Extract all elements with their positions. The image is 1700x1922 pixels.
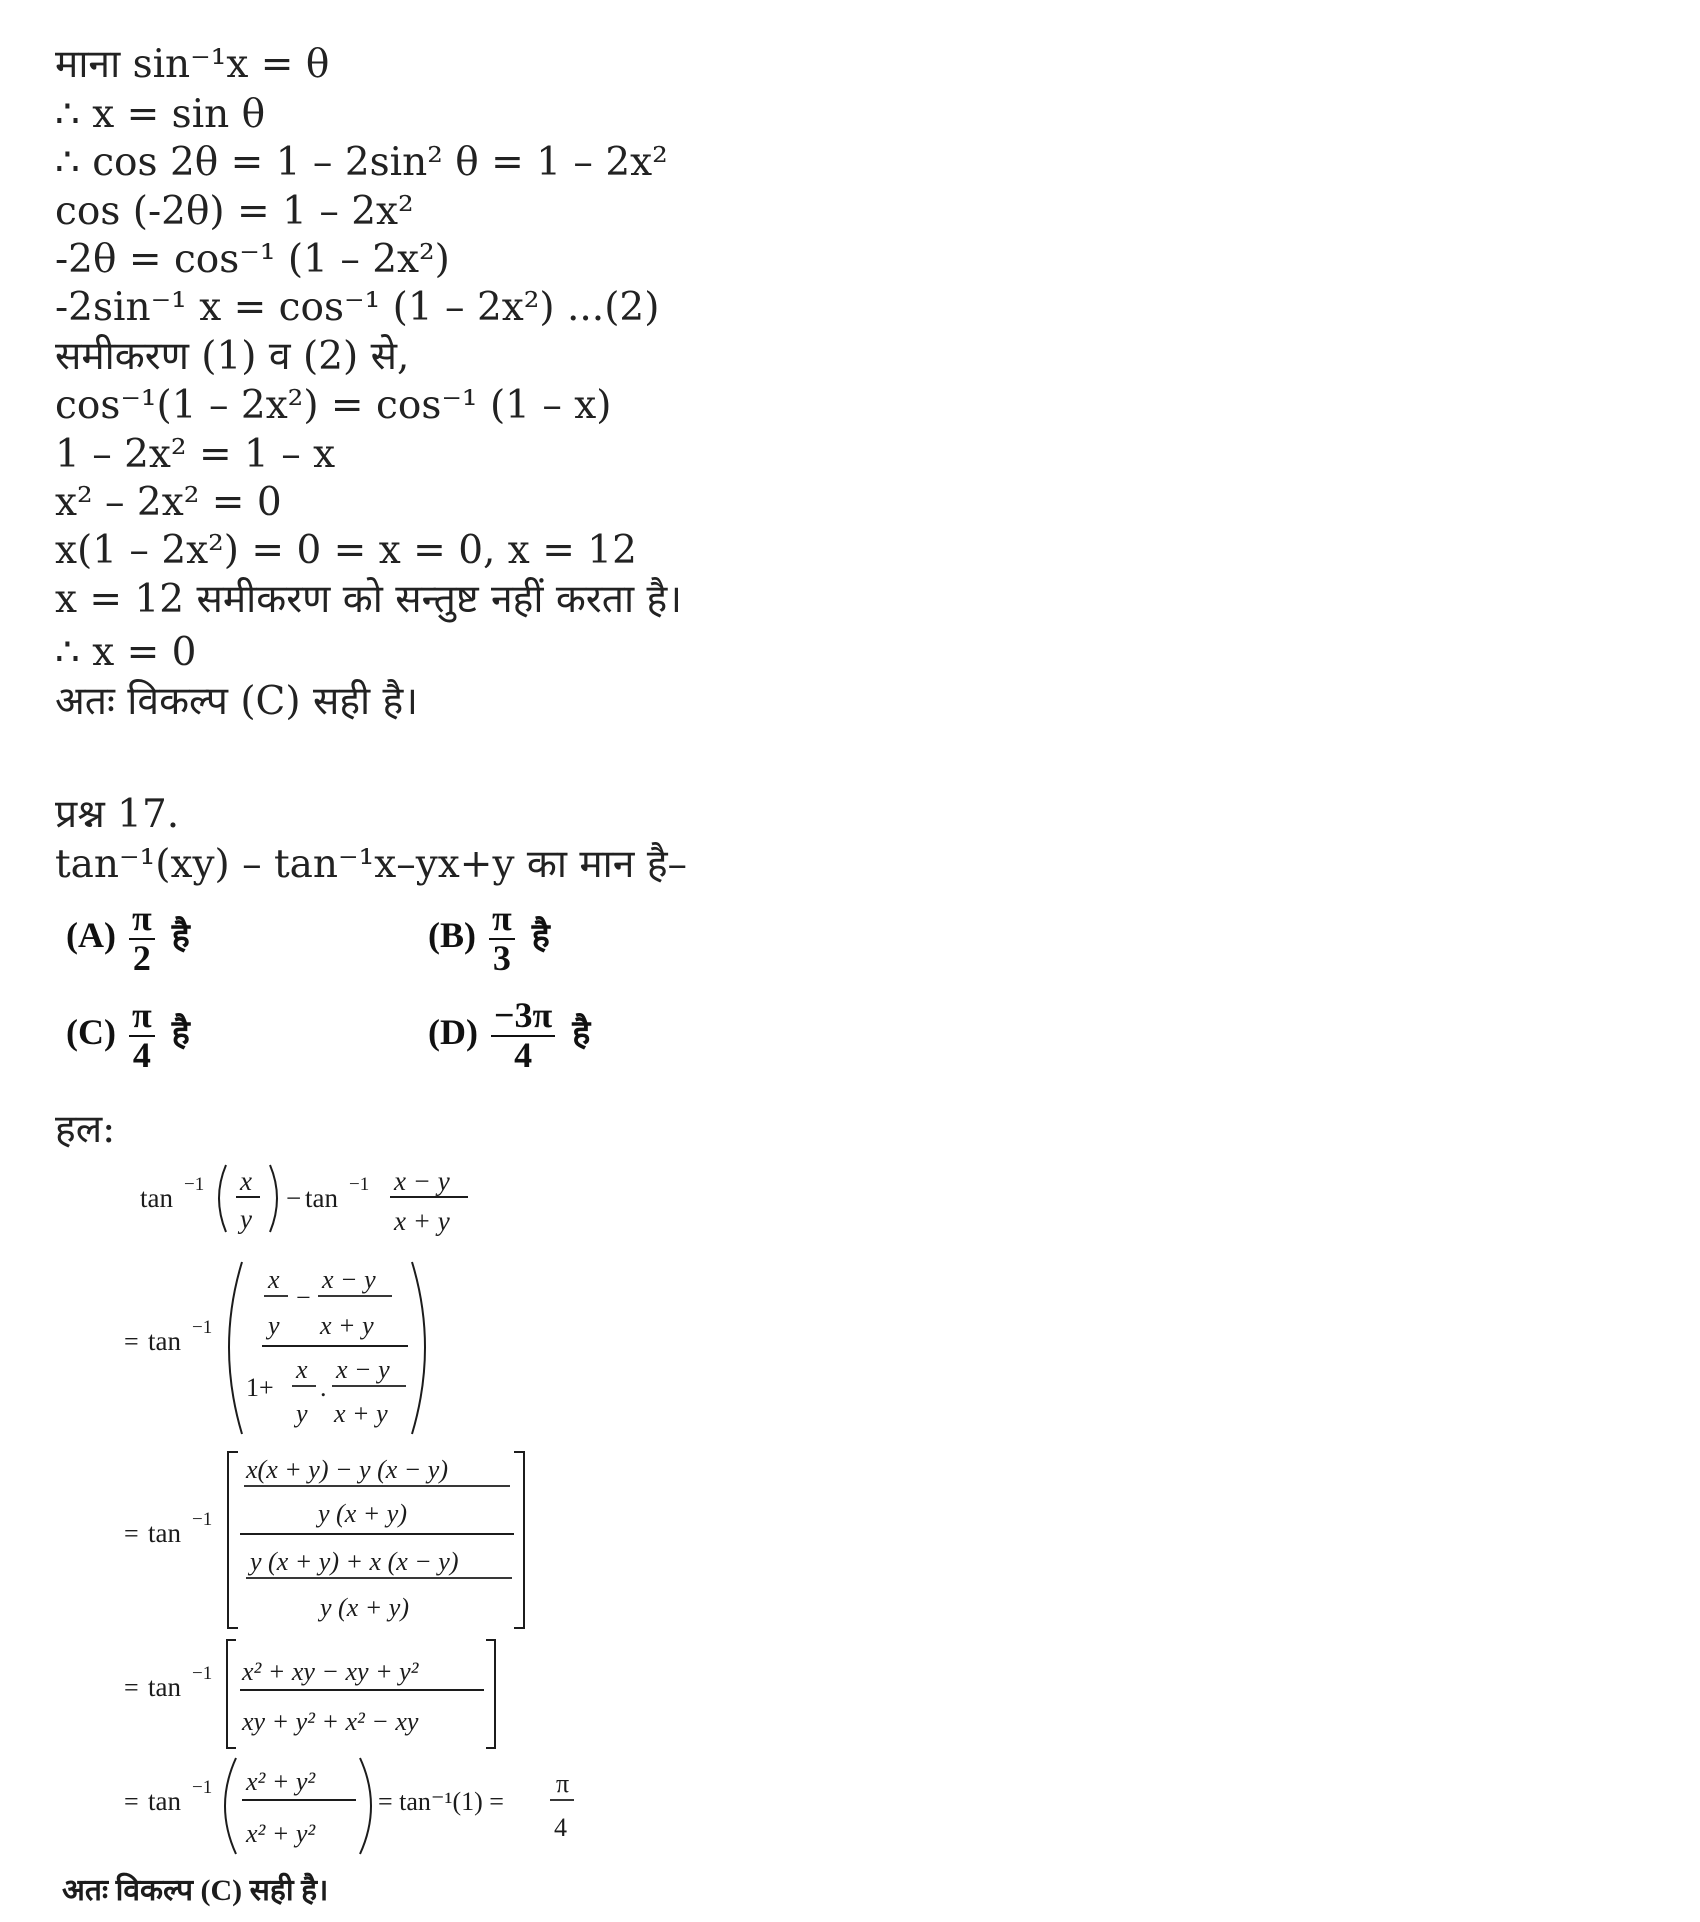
- svg-text:x: x: [268, 1265, 280, 1294]
- svg-text:−1: −1: [349, 1174, 370, 1195]
- solution-heading: हल:: [55, 1107, 116, 1152]
- svg-text:tan: tan: [148, 1672, 181, 1702]
- svg-text:=: =: [124, 1519, 139, 1548]
- svg-text:x − y: x − y: [322, 1265, 376, 1294]
- svg-text:y (x + y): y (x + y): [320, 1593, 409, 1622]
- svg-text:=: =: [124, 1787, 139, 1816]
- svg-text:tan: tan: [140, 1183, 173, 1213]
- svg-text:x + y: x + y: [394, 1206, 450, 1236]
- svg-text:y (x + y): y (x + y): [318, 1499, 407, 1528]
- derivation-line: cos⁻¹(1 – 2x²) = cos⁻¹ (1 – x): [55, 383, 612, 428]
- svg-text:tan: tan: [305, 1183, 338, 1213]
- svg-text:= tan⁻¹(1) =: = tan⁻¹(1) =: [378, 1787, 504, 1816]
- derivation-line: समीकरण (1) व (2) से,: [55, 334, 410, 379]
- solution-step-3: [124, 1452, 524, 1628]
- derivation-line: -2θ = cos⁻¹ (1 – 2x²): [55, 237, 450, 282]
- question-number: प्रश्न 17.: [55, 792, 180, 837]
- svg-text:x(x + y) − y (x − y): x(x + y) − y (x − y): [246, 1455, 449, 1484]
- svg-text:−1: −1: [192, 1509, 213, 1530]
- derivation-line: x² – 2x² = 0: [55, 480, 282, 525]
- svg-text:1+: 1+: [246, 1373, 274, 1402]
- derivation-line: ∴ x = sin θ: [55, 92, 266, 137]
- svg-text:x: x: [296, 1355, 308, 1384]
- option-d: (D) $\frac{-3\pi}{4}$ है: [428, 995, 591, 1075]
- svg-text:x + y: x + y: [320, 1311, 374, 1340]
- svg-text:−1: −1: [184, 1174, 205, 1195]
- svg-text:−1: −1: [192, 1663, 213, 1684]
- derivation-line: x = 12 समीकरण को सन्तुष्ट नहीं करता है।: [55, 577, 682, 622]
- solution-math: [0, 1140, 1700, 1922]
- svg-text:x: x: [240, 1166, 252, 1196]
- derivation-line: ∴ cos 2θ = 1 – 2sin² θ = 1 – 2x²: [55, 140, 668, 185]
- svg-text:x − y: x − y: [394, 1166, 450, 1196]
- derivation-line: ∴ x = 0: [55, 630, 197, 675]
- solution-conclusion: अतः विकल्प (C) सही है।: [62, 1874, 329, 1907]
- solution-step-2: [124, 1262, 425, 1434]
- option-a: (A) $\frac{\pi}{2}$ है: [66, 898, 190, 978]
- svg-text:tan: tan: [148, 1326, 181, 1356]
- option-b: (B) $\frac{\pi}{3}$ है: [428, 898, 550, 978]
- svg-text:4: 4: [554, 1813, 567, 1842]
- svg-text:.: .: [320, 1373, 327, 1402]
- svg-text:y: y: [240, 1204, 252, 1234]
- svg-text:tan: tan: [148, 1518, 181, 1548]
- svg-text:−1: −1: [192, 1777, 213, 1798]
- derivation-line: -2sin⁻¹ x = cos⁻¹ (1 – 2x²) ...(2): [55, 285, 660, 330]
- solution-step-4: [124, 1640, 495, 1748]
- conclusion-line: अतः विकल्प (C) सही है।: [55, 679, 419, 724]
- svg-text:=: =: [124, 1327, 139, 1356]
- derivation-line: cos (-2θ) = 1 – 2x²: [55, 189, 414, 234]
- question-text: tan⁻¹(xy) – tan⁻¹x–yx+y का मान है–: [55, 842, 688, 887]
- solution-step-5: [124, 1758, 574, 1854]
- derivation-line: माना sin⁻¹x = θ: [55, 42, 330, 87]
- svg-text:x² + xy − xy + y²: x² + xy − xy + y²: [242, 1657, 419, 1686]
- svg-text:y (x + y) + x (x − y): y (x + y) + x (x − y): [250, 1547, 459, 1576]
- svg-text:x + y: x + y: [334, 1399, 388, 1428]
- svg-text:x² + y²: x² + y²: [246, 1819, 316, 1848]
- svg-text:tan: tan: [148, 1786, 181, 1816]
- svg-text:−: −: [286, 1183, 302, 1213]
- svg-text:π: π: [556, 1769, 570, 1798]
- svg-text:y: y: [296, 1399, 308, 1428]
- option-c: (C) $\frac{\pi}{4}$ है: [66, 995, 190, 1075]
- svg-text:xy + y² + x² − xy: xy + y² + x² − xy: [242, 1707, 419, 1736]
- solution-step-1: [140, 1165, 468, 1236]
- svg-text:=: =: [124, 1673, 139, 1702]
- svg-text:−1: −1: [192, 1317, 213, 1338]
- svg-text:y: y: [268, 1311, 280, 1340]
- svg-text:−: −: [296, 1283, 311, 1312]
- derivation-line: x(1 – 2x²) = 0 = x = 0, x = 12: [55, 528, 637, 573]
- svg-text:x² + y²: x² + y²: [246, 1767, 316, 1796]
- derivation-line: 1 – 2x² = 1 – x: [55, 432, 336, 477]
- svg-text:x − y: x − y: [336, 1355, 390, 1384]
